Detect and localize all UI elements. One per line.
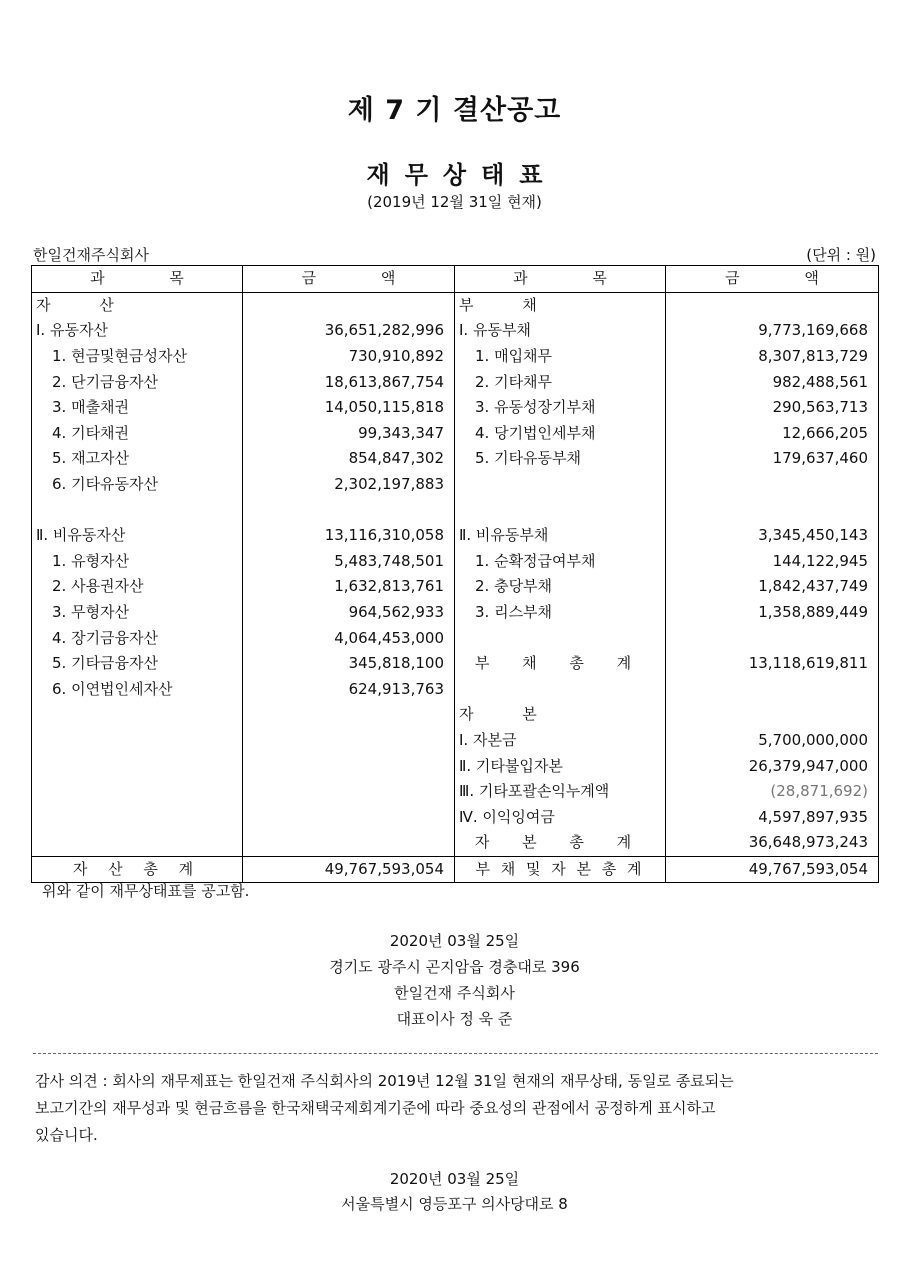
asset-amount — [243, 804, 455, 830]
liability-equity-account: 자 본 — [455, 702, 666, 728]
liability-equity-amount: 13,118,619,811 — [666, 651, 879, 677]
liability-equity-account: 3. 유동성장기부채 — [455, 395, 666, 421]
audit-opinion-line: 감사 의견 : 회사의 재무제표는 한일건재 주식회사의 2019년 12월 31일 현재의 재무상태, 동일로 종료되는 — [35, 1072, 734, 1090]
liability-equity-account: 2. 기타채무 — [455, 369, 666, 395]
table-row — [32, 804, 879, 830]
liability-equity-amount: 12,666,205 — [666, 421, 879, 447]
asset-amount — [243, 702, 455, 728]
table-row — [32, 497, 879, 523]
liability-equity-amount — [666, 677, 879, 703]
asset-account: 3. 무형자산 — [32, 600, 243, 626]
asset-account: Ⅰ. 유동자산 — [32, 318, 243, 344]
table-row — [32, 549, 879, 575]
asset-account: 4. 장기금융자산 — [32, 625, 243, 651]
table-row — [32, 344, 879, 370]
asset-account — [32, 830, 243, 856]
as-of-date: (2019년 12월 31일 현재) — [367, 193, 542, 211]
asset-amount: 624,913,763 — [243, 677, 455, 703]
asset-amount: 964,562,933 — [243, 600, 455, 626]
total-row — [32, 856, 879, 883]
asset-amount: 4,064,453,000 — [243, 625, 455, 651]
table-row — [32, 625, 879, 651]
asset-account — [32, 779, 243, 805]
table-row — [32, 702, 879, 728]
liability-equity-account: 4. 당기법인세부채 — [455, 421, 666, 447]
liability-equity-account — [455, 677, 666, 703]
unit-label: (단위 : 원) — [806, 246, 876, 264]
liability-equity-amount: 179,637,460 — [666, 446, 879, 472]
divider — [33, 1053, 878, 1054]
asset-account: 2. 단기금융자산 — [32, 369, 243, 395]
statement-title: 재무상태표 — [366, 161, 558, 189]
notice-company: 한일건재 주식회사 — [394, 984, 515, 1002]
liability-equity-amount — [666, 472, 879, 498]
notice-text: 위와 같이 재무상태표를 공고함. — [42, 882, 250, 900]
liability-equity-amount: 9,773,169,668 — [666, 318, 879, 344]
asset-amount — [243, 497, 455, 523]
table-header-row — [32, 266, 879, 293]
asset-amount: 730,910,892 — [243, 344, 455, 370]
asset-account: 5. 기타금융자산 — [32, 651, 243, 677]
table-row — [32, 395, 879, 421]
total-assets-value: 49,767,593,054 — [243, 856, 455, 883]
liability-equity-account: Ⅱ. 비유동부채 — [455, 523, 666, 549]
audit-date: 2020년 03월 25일 — [389, 1170, 520, 1188]
audit-opinion — [35, 1068, 875, 1149]
asset-amount: 36,651,282,996 — [243, 318, 455, 344]
asset-account: 6. 기타유동자산 — [32, 472, 243, 498]
table-row — [32, 728, 879, 754]
page-title: 제 7 기 결산공고 — [347, 95, 562, 126]
table-row — [32, 677, 879, 703]
asset-amount: 2,302,197,883 — [243, 472, 455, 498]
asset-account: 자 산 — [32, 292, 243, 318]
asset-amount — [243, 728, 455, 754]
liability-equity-account: 3. 리스부채 — [455, 600, 666, 626]
table-row — [32, 446, 879, 472]
company-name: 한일건재주식회사 — [33, 246, 149, 264]
asset-amount: 14,050,115,818 — [243, 395, 455, 421]
table-row — [32, 369, 879, 395]
liability-equity-account: 2. 충당부채 — [455, 574, 666, 600]
asset-account: Ⅱ. 비유동자산 — [32, 523, 243, 549]
liability-equity-account: 5. 기타유동부채 — [455, 446, 666, 472]
asset-account — [32, 702, 243, 728]
table-row — [32, 830, 879, 856]
asset-account — [32, 804, 243, 830]
liability-equity-account: 부 채 — [455, 292, 666, 318]
table-row — [32, 574, 879, 600]
table-row — [32, 600, 879, 626]
asset-account: 1. 유형자산 — [32, 549, 243, 575]
liability-equity-amount: 1,358,889,449 — [666, 600, 879, 626]
asset-amount: 13,116,310,058 — [243, 523, 455, 549]
asset-account: 5. 재고자산 — [32, 446, 243, 472]
table-row — [32, 753, 879, 779]
liability-equity-amount: 8,307,813,729 — [666, 344, 879, 370]
total-liabilities-equity-label: 부 채 및 자 본 총 계 — [455, 856, 666, 883]
liability-equity-account: Ⅰ. 자본금 — [455, 728, 666, 754]
liability-equity-account: 부 채 총 계 — [455, 651, 666, 677]
audit-opinion-line: 보고기간의 재무성과 및 현금흐름을 한국채택국제회계기준에 따라 중요성의 관점에서 공정하게 표시하고 — [35, 1099, 716, 1117]
table-row — [32, 318, 879, 344]
liability-equity-amount — [666, 625, 879, 651]
liability-equity-account — [455, 472, 666, 498]
asset-account: 4. 기타채권 — [32, 421, 243, 447]
liability-equity-amount: 4,597,897,935 — [666, 804, 879, 830]
notice-address: 경기도 광주시 곤지암읍 경충대로 396 — [329, 958, 580, 976]
liability-equity-amount: 1,842,437,749 — [666, 574, 879, 600]
liability-equity-amount: 26,379,947,000 — [666, 753, 879, 779]
total-liabilities-equity-value: 49,767,593,054 — [666, 856, 879, 883]
table-row — [32, 651, 879, 677]
asset-account: 6. 이연법인세자산 — [32, 677, 243, 703]
asset-amount: 854,847,302 — [243, 446, 455, 472]
notice-ceo: 대표이사 정 욱 준 — [396, 1010, 513, 1028]
asset-amount — [243, 779, 455, 805]
liability-equity-account — [455, 625, 666, 651]
liability-equity-account: 자 본 총 계 — [455, 830, 666, 856]
audit-opinion-line: 있습니다. — [35, 1126, 98, 1144]
asset-account — [32, 497, 243, 523]
asset-account — [32, 728, 243, 754]
asset-amount: 99,343,347 — [243, 421, 455, 447]
asset-account: 2. 사용권자산 — [32, 574, 243, 600]
liability-equity-account — [455, 497, 666, 523]
liability-equity-amount: 3,345,450,143 — [666, 523, 879, 549]
liability-equity-account: Ⅱ. 기타불입자본 — [455, 753, 666, 779]
column-header: 과 목 — [455, 266, 666, 293]
liability-equity-amount: 290,563,713 — [666, 395, 879, 421]
liability-equity-account: Ⅳ. 이익잉여금 — [455, 804, 666, 830]
liability-equity-amount: 144,122,945 — [666, 549, 879, 575]
column-header: 과 목 — [32, 266, 243, 293]
asset-amount: 5,483,748,501 — [243, 549, 455, 575]
table-row — [32, 421, 879, 447]
liability-equity-amount: (28,871,692) — [666, 779, 879, 805]
liability-equity-amount: 5,700,000,000 — [666, 728, 879, 754]
total-assets-label: 자 산 총 계 — [32, 856, 243, 883]
asset-account — [32, 753, 243, 779]
asset-amount: 345,818,100 — [243, 651, 455, 677]
liability-equity-account: 1. 매입채무 — [455, 344, 666, 370]
liability-equity-account: 1. 순확정급여부채 — [455, 549, 666, 575]
asset-amount: 1,632,813,761 — [243, 574, 455, 600]
liability-equity-account: Ⅲ. 기타포괄손익누계액 — [455, 779, 666, 805]
asset-amount — [243, 753, 455, 779]
liability-equity-account: Ⅰ. 유동부채 — [455, 318, 666, 344]
asset-amount — [243, 830, 455, 856]
column-header: 금 액 — [243, 266, 455, 293]
liability-equity-amount — [666, 702, 879, 728]
asset-amount — [243, 292, 455, 318]
table-row — [32, 523, 879, 549]
liability-equity-amount: 982,488,561 — [666, 369, 879, 395]
asset-account: 1. 현금및현금성자산 — [32, 344, 243, 370]
table-row — [32, 779, 879, 805]
asset-amount: 18,613,867,754 — [243, 369, 455, 395]
notice-date: 2020년 03월 25일 — [389, 932, 520, 950]
asset-account: 3. 매출채권 — [32, 395, 243, 421]
balance-sheet-table — [31, 265, 879, 883]
table-row — [32, 472, 879, 498]
liability-equity-amount: 36,648,973,243 — [666, 830, 879, 856]
liability-equity-amount — [666, 497, 879, 523]
table-row — [32, 292, 879, 318]
column-header: 금 액 — [666, 266, 879, 293]
audit-address: 서울특별시 영등포구 의사당대로 8 — [341, 1195, 568, 1213]
liability-equity-amount — [666, 292, 879, 318]
